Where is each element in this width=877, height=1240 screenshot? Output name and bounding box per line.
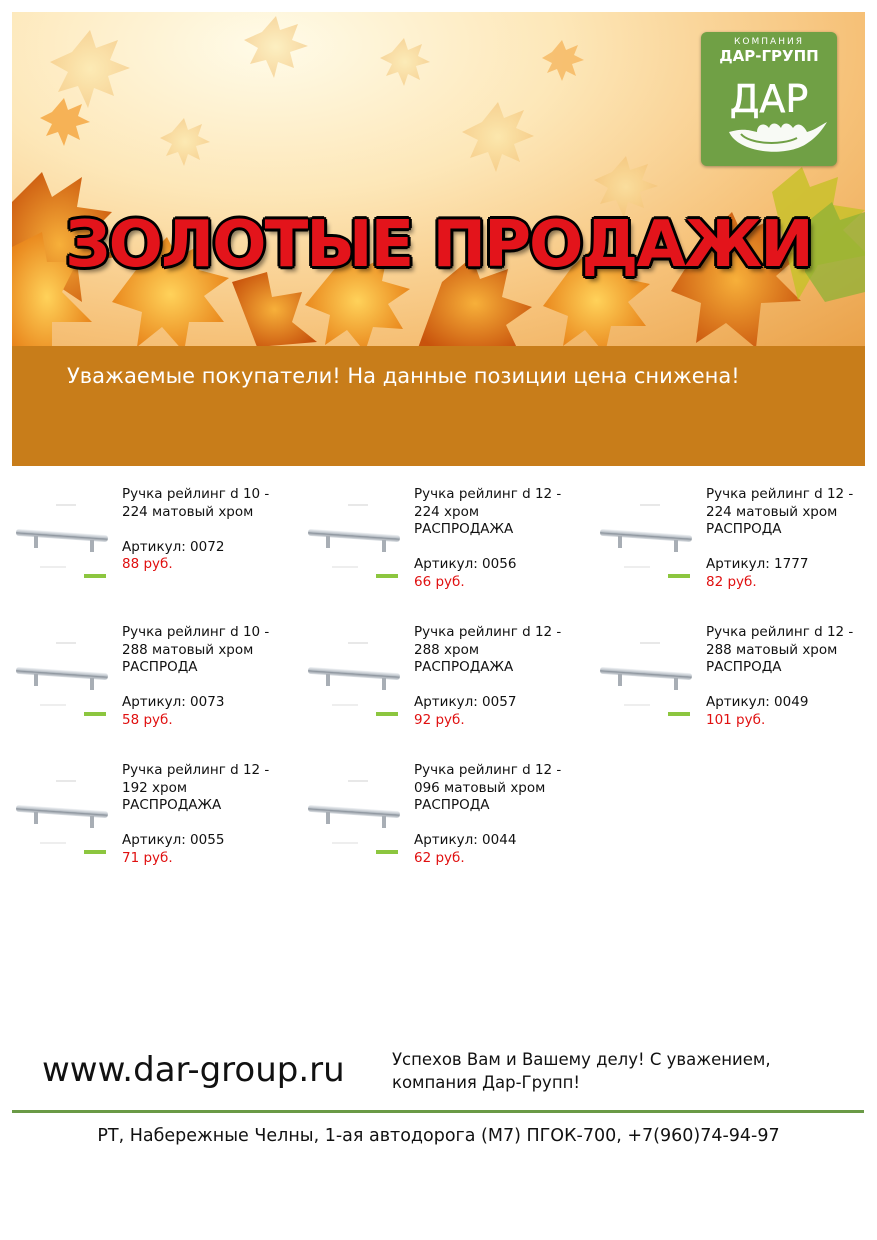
- product-name[interactable]: Ручка рейлинг d 10 - 224 матовый хром: [122, 486, 270, 520]
- product-article: Артикул: 0055: [122, 832, 225, 848]
- product-name[interactable]: Ручка рейлинг d 12 - 096 матовый хром РАСПРОДА: [414, 762, 562, 813]
- product-image[interactable]: [304, 494, 404, 584]
- company-logo: [701, 32, 837, 166]
- product-article: Артикул: 0057: [414, 694, 517, 710]
- banner: [12, 12, 865, 346]
- product-price: 66 руб.: [414, 573, 465, 590]
- product-name[interactable]: Ручка рейлинг d 12 - 192 хром РАСПРОДАЖА: [122, 762, 270, 813]
- svg-text:ДАР: ДАР: [729, 77, 809, 121]
- product-image[interactable]: [304, 632, 404, 722]
- product-image[interactable]: [12, 632, 112, 722]
- page-title: ЗОЛОТЫЕ ПРОДАЖИ: [65, 208, 812, 282]
- product-item[interactable]: [12, 486, 282, 596]
- product-info: [122, 762, 282, 867]
- product-name[interactable]: Ручка рейлинг d 12 - 224 матовый хром РАСПРОДА: [706, 486, 854, 537]
- product-info: [706, 486, 866, 591]
- product-price: 92 руб.: [414, 711, 465, 728]
- product-info: [414, 624, 574, 729]
- product-image[interactable]: [12, 770, 112, 860]
- product-price: 71 руб.: [122, 849, 173, 866]
- product-item[interactable]: [304, 762, 574, 872]
- product-info: [122, 624, 282, 729]
- product-info: [414, 486, 574, 591]
- product-name[interactable]: Ручка рейлинг d 10 - 288 матовый хром РАСПРОДА: [122, 624, 270, 675]
- product-image[interactable]: [12, 494, 112, 584]
- logo-top-text: КОМПАНИЯ: [734, 37, 804, 47]
- product-item[interactable]: [12, 624, 282, 734]
- website-link[interactable]: www.dar-group.ru: [42, 1050, 345, 1090]
- product-article: Артикул: 0049: [706, 694, 809, 710]
- product-article: Артикул: 1777: [706, 556, 809, 572]
- announcement-text: Уважаемые покупатели! На данные позиции цена снижена!: [67, 364, 740, 388]
- product-price: 62 руб.: [414, 849, 465, 866]
- product-price: 101 руб.: [706, 711, 766, 728]
- product-article: Артикул: 0056: [414, 556, 517, 572]
- announcement-band: [12, 346, 865, 466]
- product-item[interactable]: [304, 624, 574, 734]
- product-price: 58 руб.: [122, 711, 173, 728]
- product-name[interactable]: Ручка рейлинг d 12 - 288 хром РАСПРОДАЖА: [414, 624, 562, 675]
- product-price: 88 руб.: [122, 556, 173, 572]
- logo-company-name: ДАР-ГРУПП: [719, 47, 819, 65]
- product-image[interactable]: [304, 770, 404, 860]
- product-article: Артикул: 0073: [122, 694, 225, 710]
- product-name[interactable]: Ручка рейлинг d 12 - 224 хром РАСПРОДАЖА: [414, 486, 562, 537]
- product-item[interactable]: [304, 486, 574, 596]
- logo-mark-icon: [701, 72, 837, 162]
- product-info: [122, 486, 282, 574]
- product-item[interactable]: [596, 486, 866, 596]
- company-address: РТ, Набережные Челны, 1-ая автодорога (М7) ПГОК-700, +7(960)74-94-97: [97, 1126, 780, 1146]
- product-info: [706, 624, 866, 729]
- product-image[interactable]: [596, 632, 696, 722]
- product-image[interactable]: [596, 494, 696, 584]
- product-name[interactable]: Ручка рейлинг d 12 - 288 матовый хром РАСПРОДА: [706, 624, 854, 675]
- product-item[interactable]: [12, 762, 282, 872]
- footer-divider: [12, 1110, 864, 1113]
- product-price: 82 руб.: [706, 573, 757, 590]
- product-item[interactable]: [596, 624, 866, 734]
- thanks-text: Успехов Вам и Вашему делу! С уважением, компания Дар-Групп!: [392, 1050, 771, 1092]
- product-article: Артикул: 0044: [414, 832, 517, 848]
- product-info: [414, 762, 574, 867]
- product-article: Артикул: 0072: [122, 538, 225, 555]
